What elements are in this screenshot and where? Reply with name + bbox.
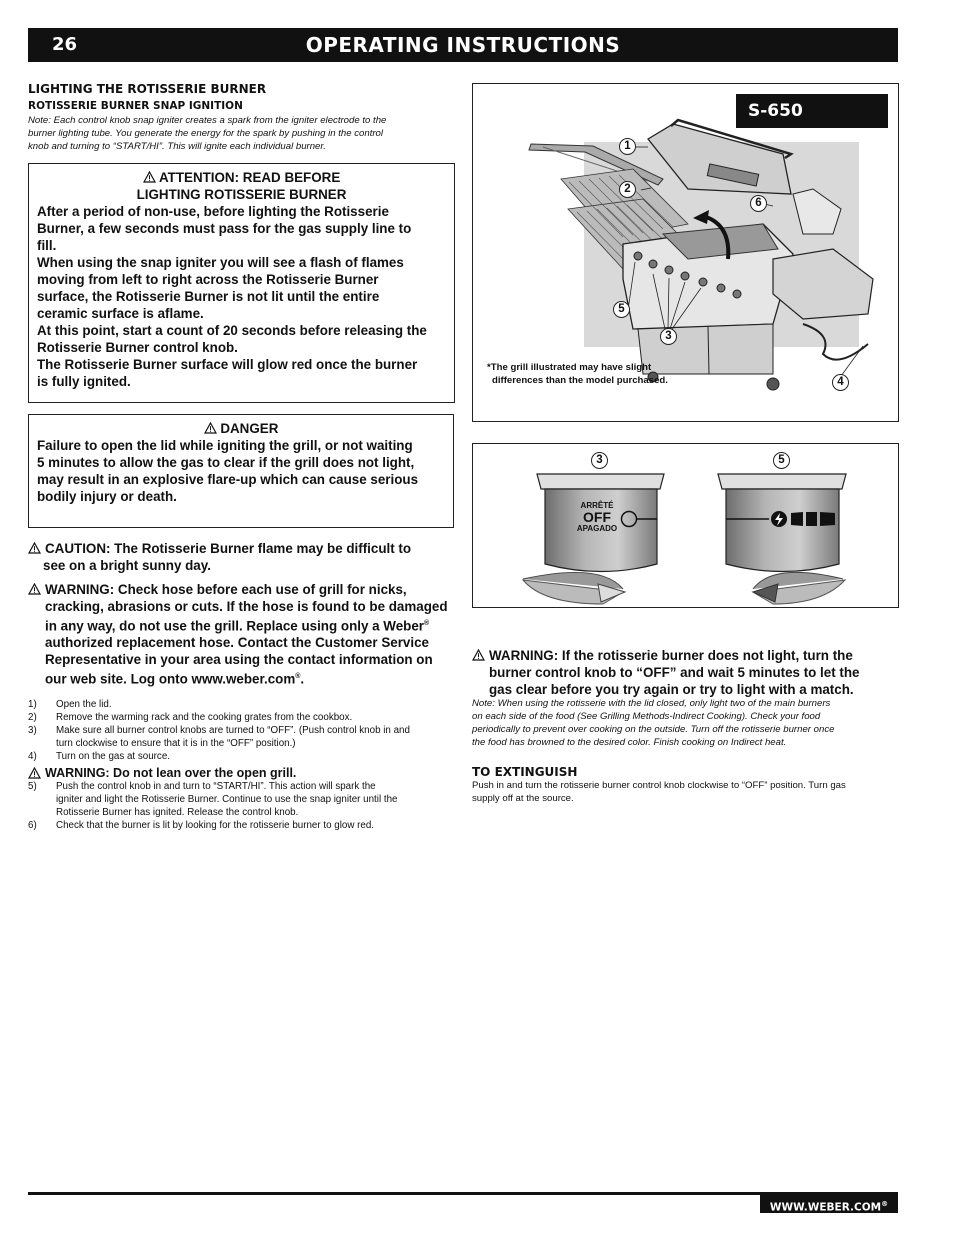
steps-list-2 [28, 780, 454, 832]
attention-body [37, 203, 452, 390]
caution-line: CAUTION: The Rotisserie Burner flame may be difficult to [45, 541, 412, 556]
note-line: Note: When using the rotisserie with the lid closed, only light two of the main burners [472, 698, 831, 709]
danger-box [28, 414, 454, 528]
page-header [28, 28, 898, 62]
warning-line: gas clear before you try again or try to light with a match. [489, 682, 854, 697]
step-text: Rotisserie Burner has ignited. Release the control knob. [56, 807, 299, 818]
danger-line: 5 minutes to allow the gas to clear if the grill does not light, [37, 455, 415, 470]
page-title: OPERATING INSTRUCTIONS [305, 33, 621, 57]
warning-line: Representative in your area using the contact information on [45, 652, 433, 668]
model-label: S-650 [736, 94, 888, 128]
section-heading-lighting: LIGHTING THE ROTISSERIE BURNER [28, 82, 267, 96]
extinguish-line: supply off at the source. [472, 793, 574, 804]
note-line: the food has browned to the desired color. Finish cooking on Indirect heat. [472, 737, 787, 748]
caption-line: differences than the model purchased. [492, 375, 668, 386]
danger-title-text: DANGER [220, 421, 279, 436]
warning-triangle-icon [28, 583, 41, 595]
step-number: 5) [28, 781, 37, 792]
step-text: Push the control knob in and turn to “START/HI”. This action will spark the [56, 781, 376, 792]
caption-line: *The grill illustrated may have slight [487, 362, 652, 373]
knob-label-off: OFF [583, 509, 611, 525]
step-text: Open the lid. [56, 699, 112, 710]
caution-block [28, 540, 458, 574]
step-text: turn clockwise to ensure that it is in the “OFF” position.) [56, 738, 296, 749]
warning-line: WARNING: Check hose before each use of grill for nicks, [45, 582, 407, 597]
steps-list [28, 698, 454, 763]
registered-mark: ® [295, 673, 301, 681]
step-text: igniter and light the Rotisserie Burner. Continue to use the snap igniter until the [56, 794, 398, 805]
warning-triangle-icon [204, 422, 217, 434]
extinguish-text [472, 779, 902, 805]
extinguish-line: Push in and turn the rotisserie burner control knob clockwise to “OFF” position. Turn gas [472, 780, 846, 791]
step-number: 3) [28, 725, 37, 736]
warning-triangle-icon [143, 171, 156, 183]
warning-line: our web site. Log onto www.weber.com [45, 671, 296, 687]
attention-title-line: LIGHTING ROTISSERIE BURNER [136, 187, 347, 202]
attention-line: moving from left to right across the Rotisserie Burner [37, 272, 379, 287]
attention-title [29, 169, 454, 203]
callout-5: 5 [613, 301, 630, 318]
warning-lid-text: WARNING: Do not lean over the open grill. [45, 766, 297, 780]
attention-line: is fully ignited. [37, 374, 131, 389]
attention-line: At this point, start a count of 20 seconds before releasing the [37, 323, 427, 338]
footer-url-text: WWW.WEBER.COM [769, 1201, 882, 1214]
step-item [28, 780, 454, 819]
note-line: burner lighting tube. You generate the energy for the spark by pushing in the control [28, 128, 384, 139]
footer-url[interactable] [760, 1195, 898, 1213]
attention-line: Burner, a few seconds must pass for the gas supply line to [37, 221, 412, 236]
callout-6: 6 [750, 195, 767, 212]
attention-line: After a period of non-use, before lighting the Rotisserie [37, 204, 389, 219]
callout-5: 5 [773, 452, 790, 469]
registered-mark: ® [881, 1200, 889, 1208]
warning-hose-block: WARNING: Check hose before each use of grill for nicks, cracking, abrasions or cuts. If the hose is found to be damaged in any way, do not use the grill. Replace using only a Weber® authorized replacement hose. Contact the Customer Service Representative in your area using the contact information on our web site. Log onto www.weber.com®. [28, 581, 458, 688]
knob-label-es: APAGADO [576, 524, 618, 533]
step-number: 2) [28, 712, 37, 723]
step-item [28, 724, 454, 750]
caution-line: see on a bright sunny day. [43, 558, 211, 573]
knob-off-labels [567, 501, 627, 534]
callout-2: 2 [619, 181, 636, 198]
attention-line: surface, the Rotisserie Burner is not lit until the entire [37, 289, 380, 304]
rotisserie-note [472, 697, 902, 749]
note-line: Note: Each control knob snap igniter creates a spark from the igniter electrode to the [28, 115, 387, 126]
note-line: on each side of the food (See Grilling Methods-Indirect Cooking). Check your food [472, 711, 821, 722]
step-number: 4) [28, 751, 37, 762]
step-text: Check that the burner is lit by looking for the rotisserie burner to glow red. [56, 820, 375, 831]
knob-figure [472, 443, 899, 608]
warning-triangle-icon [28, 767, 41, 779]
knob-label-fr: ARRÊTÉ [580, 501, 614, 510]
attention-title-line: ATTENTION: READ BEFORE [158, 170, 341, 185]
attention-box [28, 163, 455, 403]
attention-line: Rotisserie Burner control knob. [37, 340, 238, 355]
attention-line: fill. [37, 238, 57, 253]
note-line: periodically to prevent over cooking on the outside. Turn off the rotisserie burner once [472, 724, 835, 735]
danger-line: bodily injury or death. [37, 489, 177, 504]
danger-line: may result in an explosive flare-up which can cause serious [37, 472, 419, 487]
step-item [28, 711, 454, 724]
grill-figure [472, 83, 899, 422]
step-number: 1) [28, 699, 37, 710]
figure-caption [487, 361, 668, 387]
callout-1: 1 [619, 138, 636, 155]
attention-line: When using the snap igniter you will see a flash of flames [37, 255, 404, 270]
note-line: knob and turning to “START/HI”. This will ignite each individual burner. [28, 141, 326, 152]
warning-light-block [472, 647, 902, 698]
step-number: 6) [28, 820, 37, 831]
danger-title [29, 420, 453, 437]
danger-line: Failure to open the lid while igniting the grill, or not waiting [37, 438, 413, 453]
step-text: Make sure all burner control knobs are turned to “OFF”. (Push control knob in and [56, 725, 410, 736]
attention-line: ceramic surface is aflame. [37, 306, 204, 321]
page-number: 26 [52, 34, 78, 55]
warning-line: in any way, do not use the grill. Replace using only a Weber [45, 618, 424, 634]
step-item [28, 819, 454, 832]
step-text: Turn on the gas at source. [56, 751, 170, 762]
warning-line: authorized replacement hose. Contact the Customer Service [45, 635, 429, 651]
registered-mark: ® [423, 620, 430, 627]
step-text: Remove the warming rack and the cooking grates from the cookbox. [56, 712, 353, 723]
warning-line: cracking, abrasions or cuts. If the hose is found to be damaged [45, 599, 448, 614]
section-subheading: ROTISSERIE BURNER SNAP IGNITION [28, 100, 243, 112]
callout-3: 3 [660, 328, 677, 345]
warning-triangle-icon [472, 649, 485, 661]
step-item [28, 750, 454, 763]
step-item [28, 698, 454, 711]
attention-line: The Rotisserie Burner surface will glow red once the burner [37, 357, 418, 372]
warning-line: burner control knob to “OFF” and wait 5 minutes to let the [489, 665, 860, 680]
danger-body [37, 437, 452, 505]
warning-line: WARNING: If the rotisserie burner does not light, turn the [489, 648, 853, 663]
callout-4: 4 [832, 374, 849, 391]
ignition-note [28, 114, 458, 153]
callout-3: 3 [591, 452, 608, 469]
section-heading-extinguish: TO EXTINGUISH [472, 765, 578, 779]
warning-triangle-icon [28, 542, 41, 554]
knob-illustrations [473, 444, 898, 607]
